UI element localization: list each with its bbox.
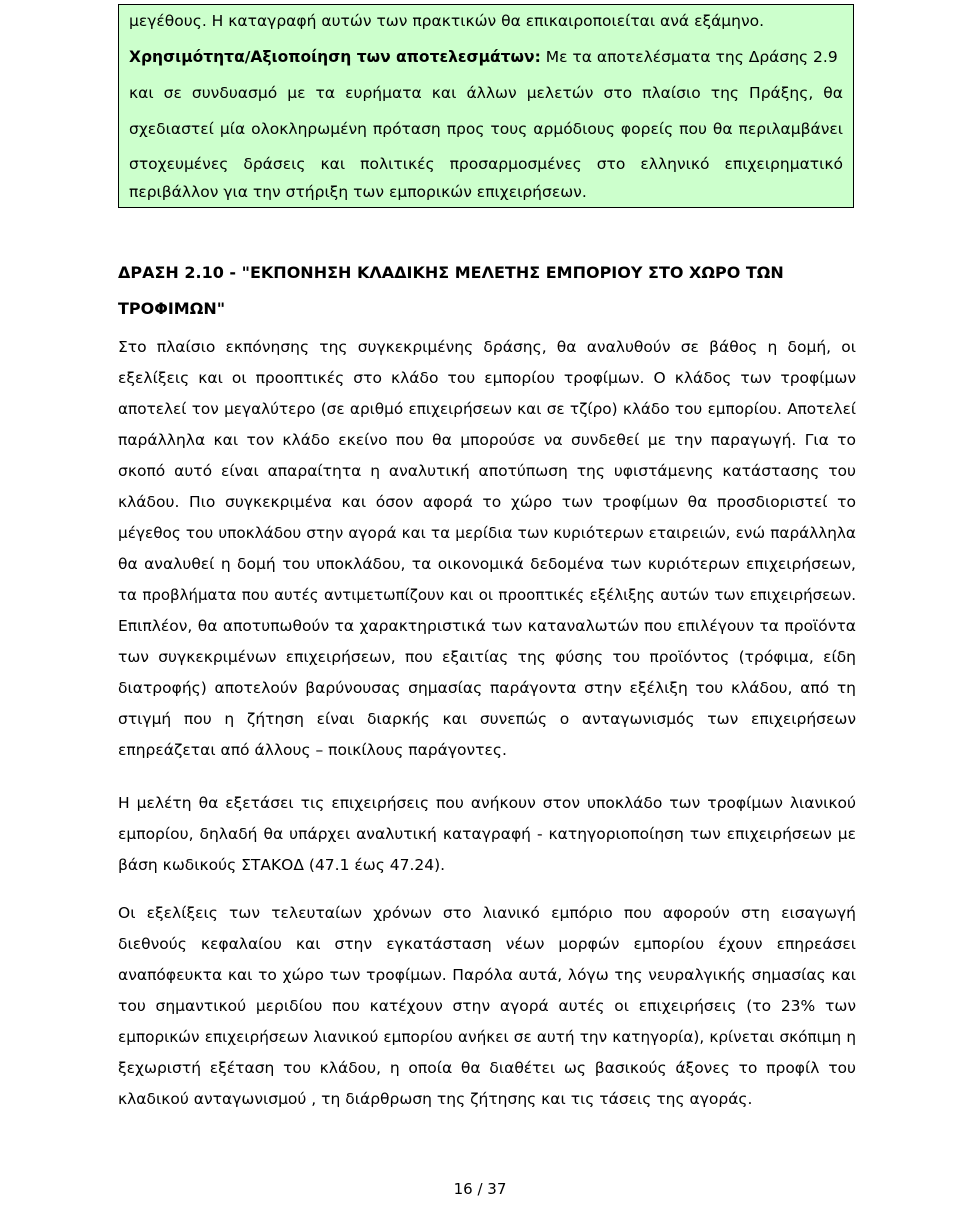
text-line: των συγκεκριμένων επιχειρήσεων, που εξαιτίας της φύσης του προϊόντος (τρόφιμα, είδη <box>118 648 856 666</box>
text-line: Στο πλαίσιο εκπόνησης της συγκεκριμένης δράσης, θα αναλυθούν σε βάθος η δομή, οι <box>118 338 856 356</box>
highlight-box <box>118 4 854 208</box>
text-line: εξελίξεις και οι προοπτικές στο κλάδο του εμπορίου τροφίμων. Ο κλάδος των τροφίμων <box>118 369 856 387</box>
usefulness-text: Με τα αποτελέσματα της Δράσης 2.9 <box>540 48 838 66</box>
text-line: εμπορικών επιχειρήσεων λιανικού εμπορίου ανήκει σε αυτή την κατηγορία), κρίνεται σκόπιμη η <box>118 1028 856 1046</box>
text-line: επηρεάζεται από άλλους – ποικίλους παράγοντες. <box>118 741 507 759</box>
text-line: του σημαντικού μεριδίου που κατέχουν στην αγορά αυτές οι επιχειρήσεις (το 23% των <box>118 997 856 1015</box>
box-line: και σε συνδυασμό με τα ευρήματα και άλλων μελετών στο πλαίσιο της Πράξης, θα <box>129 84 843 102</box>
text-line: κλαδικού ανταγωνισμού , τη διάρθρωση της ζήτησης και τις τάσεις της αγοράς. <box>118 1090 753 1108</box>
text-line: εμπορίου, δηλαδή θα υπάρχει αναλυτική καταγραφή - κατηγοριοποίηση των επιχειρήσεων με <box>118 825 856 843</box>
text-line: βάση κωδικούς ΣΤΑΚΟΔ (47.1 έως 47.24). <box>118 856 446 874</box>
text-line: τα προβλήματα που αυτές αντιμετωπίζουν και οι προοπτικές εξέλιξης αυτών των επιχειρήσεων. <box>118 586 856 604</box>
usefulness-label: Χρησιμότητα/Αξιοποίηση των αποτελεσμάτων: <box>129 48 541 66</box>
text-line: διατροφής) αποτελούν βαρύνουσας σημασίας παράγοντα στην εξέλιξη του κλάδου, από τη <box>118 679 856 697</box>
box-line: περιβάλλον για την στήριξη των εμπορικών επιχειρήσεων. <box>129 183 587 201</box>
text-line: αποτελεί τον μεγαλύτερο (σε αριθμό επιχειρήσεων και σε τζίρο) κλάδο του εμπορίου. Αποτελεί <box>118 400 856 418</box>
text-line: μέγεθος του υποκλάδου στην αγορά και τα μερίδια των κυριότερων εταιρειών, ενώ παράλληλα <box>118 524 856 542</box>
page-number: 16 / 37 <box>453 1180 507 1198</box>
box-line <box>129 47 843 67</box>
text-line: σκοπό αυτό είναι απαραίτητα η αναλυτική αποτύπωση της υφιστάμενης κατάστασης του <box>118 462 856 480</box>
text-line: στιγμή που η ζήτηση είναι διαρκής και συνεπώς ο ανταγωνισμός των επιχειρήσεων <box>118 710 856 728</box>
text-line: παράλληλα και τον κλάδο εκείνο που θα μπορούσε να συνδεθεί με την παραγωγή. Για το <box>118 431 856 449</box>
text-line: Επιπλέον, θα αποτυπωθούν τα χαρακτηριστικά των καταναλωτών που επιλέγουν τα προϊόντα <box>118 617 856 635</box>
text-line: θα αναλυθεί η δομή του υποκλάδου, τα οικονομικά δεδομένα των κυριότερων επιχειρήσεων, <box>118 555 856 573</box>
box-line: μεγέθους. Η καταγραφή αυτών των πρακτικών θα επικαιροποιείται ανά εξάμηνο. <box>129 12 765 30</box>
text-line: αναπόφευκτα και το χώρο των τροφίμων. Παρόλα αυτά, λόγω της νευραλγικής σημασίας και <box>118 966 856 984</box>
text-line: Οι εξελίξεις των τελευταίων χρόνων στο λιανικό εμπόριο που αφορούν στη εισαγωγή <box>118 904 856 922</box>
text-line: ξεχωριστή εξέταση του κλάδου, η οποία θα διαθέτει ως βασικούς άξονες το προφίλ του <box>118 1059 856 1077</box>
box-line: στοχευμένες δράσεις και πολιτικές προσαρμοσμένες στο ελληνικό επιχειρηματικό <box>129 155 843 173</box>
section-heading: ΔΡΑΣΗ 2.10 - "ΕΚΠΟΝΗΣΗ ΚΛΑΔΙΚΗΣ ΜΕΛΕΤΗΣ ΕΜΠΟΡΙΟΥ ΣΤΟ ΧΩΡΟ ΤΩΝ <box>118 263 784 282</box>
section-heading: ΤΡΟΦΙΜΩΝ" <box>118 299 226 318</box>
box-line: σχεδιαστεί μία ολοκληρωμένη πρόταση προς τους αρμόδιους φορείς που θα περιλαμβάνει <box>129 120 843 138</box>
text-line: διεθνούς κεφαλαίου και στην εγκατάσταση νέων μορφών εμπορίου έχουν επηρεάσει <box>118 935 856 953</box>
text-line: Η μελέτη θα εξετάσει τις επιχειρήσεις που ανήκουν στον υποκλάδο των τροφίμων λιανικού <box>118 794 856 812</box>
text-line: κλάδου. Πιο συγκεκριμένα και όσον αφορά το χώρο των τροφίμων θα προσδιοριστεί το <box>118 493 856 511</box>
